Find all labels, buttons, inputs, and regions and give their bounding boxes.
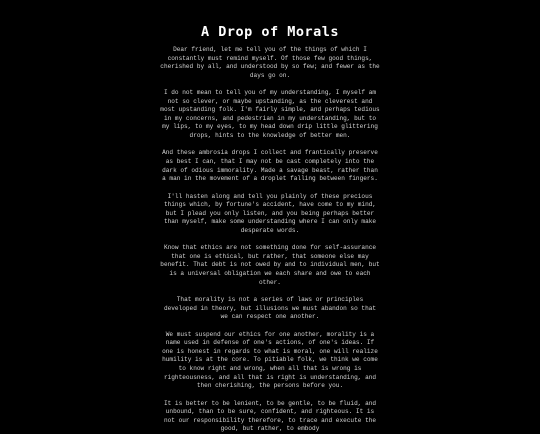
paragraph-2: I do not mean to tell you of my understanding, I myself am not so clever, or maybe upstanding, as the cleverest and most upstanding folk. I'm fairly simple, and perhaps tedious in my concerns, and pedestrian in my understanding, but to my lips, to my eyes, to my head down drip little glittering drops, hints to the knowledge of better men.	[160, 89, 380, 139]
article-body	[160, 42, 380, 434]
paragraph-8: It is better to be lenient, to be gentle, to be fluid, and unbound, than to be sure, confident, and righteous. It is not our responsibility therefore, to trace and execute the good, but rather, to embody	[163, 399, 377, 433]
paragraph-4: I'll hasten along and tell you plainly of these precious things which, by fortune's accident, have come to my mind, but I plead you only listen, and you being perhaps better than myself, make some understanding where I can only make desperate words.	[163, 192, 377, 234]
paragraph-5: Know that ethics are not something done for self-assurance that one is ethical, but rather, that someone else may benefit. That debt is not owed by and to individual men, but is a universal obligation we each share and owe to each other.	[160, 244, 380, 286]
paragraph-3: And these ambrosia drops I collect and frantically preserve as best I can, that I may not be cast completely into the dark of odious immorality. Made a savage beast, rather than a man in the movement of a droplet falling between fingers.	[162, 149, 378, 183]
page-title: A Drop of Morals	[200, 24, 340, 40]
paragraph-7: We must suspend our ethics for one another, morality is a name used in defense of one's actions, of one's ideas. If one is honest in regards to what is moral, one will realize humility is at the core. To pitiable folk, we think we come to know right and wrong, when all that is wrong is righteousness, and all that is right is understanding, and then cherishing, the persons before you.	[162, 330, 378, 390]
paragraph-6: That morality is not a series of laws or principles developed in theory, but illusions we must abandon so that we can respect one another.	[163, 296, 377, 321]
paragraph-1: Dear friend, let me tell you of the things of which I constantly must remind myself. Of those few good things, cherished by all, and understood by so few; and fewer as the days go on.	[160, 46, 380, 79]
